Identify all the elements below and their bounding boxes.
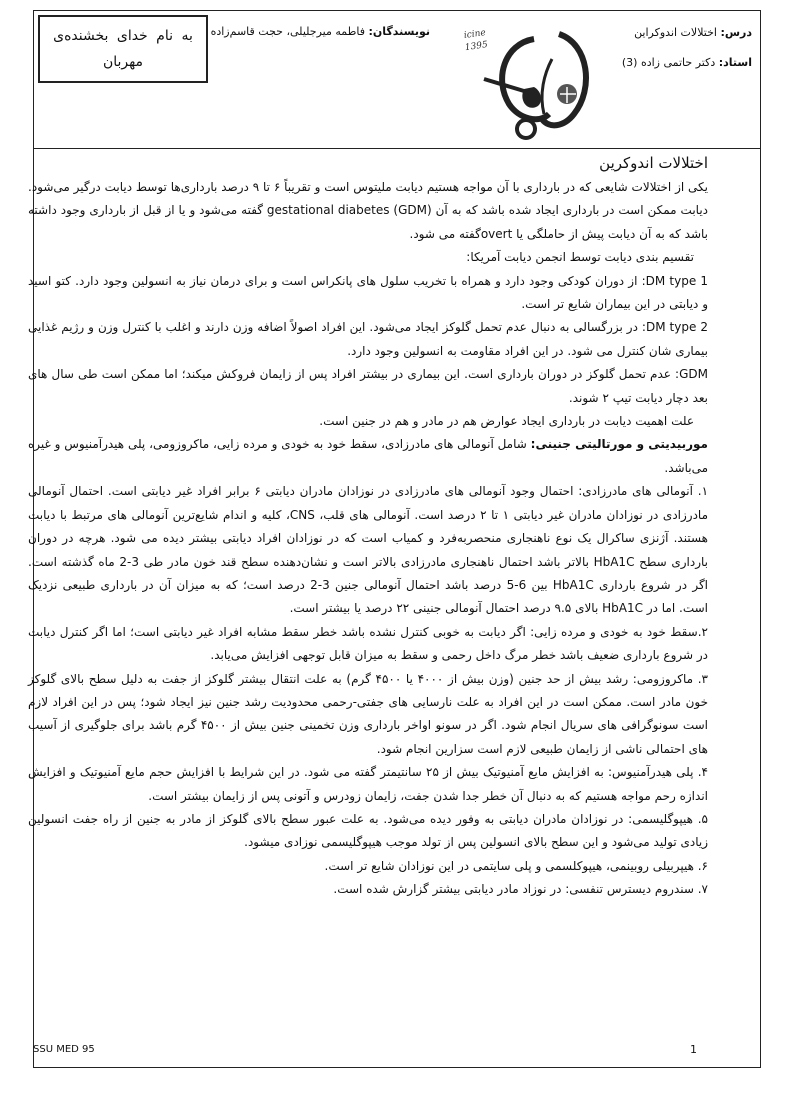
item1-text-e: بالای ۹.۵ درصد احتمال آنومالی جنینی ۲۲ درصد یا بیشتر است.	[289, 601, 603, 616]
item-5: ۵. هیپوگلیسمی: در نوزادان مادران دیابتی به وفور دیده می‌شود. به علت عبور سطح بالای گلوکز از مادر به جنین از راه جفت انسولین زیادی تولید می‌شود و این سطح بالای انسولین پس از تولد موجب هیپوگلیسمی نوزادی میشود.	[28, 811, 708, 850]
gdm-text: : عدم تحمل گلوکز در دوران بارداری است. این بیماری در بیشتر افراد پس از زایمان فروکش میکند؛ اما ممکن است طی سال های بعد دچار دیابت تیپ ۲ شوند.	[28, 367, 708, 405]
teacher-row	[602, 53, 752, 73]
intro-overt-term: overt	[480, 226, 513, 241]
dm1-text: : از دوران کودکی وجود دارد و همراه با تخریب سلول های پانکراس است و برای درمان نیاز به انسولین وجود دارد. کتو اسید و دیابتی در این بیماران شایع تر است.	[28, 273, 708, 312]
logo-text-1: medicine	[464, 28, 487, 44]
item1-text-a: ۱. آنومالی های مادرزادی: احتمال وجود آنومالی های مادرزادی در نوزادان مادران دیابتی ۶ برابر افراد غیر دیابتی است. احتمال آنومالی مادرزادی در نوزادان مادران غیر دیابتی ۱ تا ۲ درصد است. آنومالی های قلب،	[28, 484, 709, 522]
document-body	[28, 150, 708, 902]
footer-label: SSU MED 95	[33, 1044, 95, 1055]
item-3: ۳. ماکروزومی: رشد بیش از حد جنین (وزن بیش از ۴۰۰۰ یا ۴۵۰۰ گرم) به علت انتقال بیشتر گلوکز از جفت به دلیل سطح بالای گلوکز خون مادر است. ممکن است در این افراد به علت نارسایی های جفتی-رحمی محدودیت رشد جنین نیز ایجاد شود؛ پس در این افراد لازم است سونوگرافی های سریال انجام شود. اگر در سونو اواخر بارداری وزن تخمینی جنین بیش از ۴۵۰۰ گرم باشد برای جلوگیری از آسیب های احتمالی ناشی از زایمان طبیعی لازم است سزارین انجام شود.	[28, 671, 708, 756]
besmellah-box	[38, 15, 208, 83]
course-row	[602, 23, 752, 43]
authors	[170, 23, 430, 41]
item-6: ۶. هیپربیلی روبینمی، هیپوکلسمی و پلی سایتمی در این نوزادان شایع تر است.	[324, 858, 708, 873]
dm1-label: DM type 1	[645, 273, 708, 288]
course-value: اختلالات اندوکراین	[634, 26, 721, 39]
item-2: ۲.سقط خود به خودی و مرده زایی: اگر دیابت به خوبی کنترل نشده باشد خطر سقط مشابه افراد غیر دیابتی است؛ اما اگر کنترل دیابت در شروع بارداری ضعیف باشد خطر مرگ داخل رحمی و سقط به میزان قابل توجهی افزایش می‌یابد.	[28, 624, 708, 663]
classification-heading: تقسیم بندی دیابت توسط انجمن دیابت آمریکا:	[466, 250, 694, 265]
morbidity-label: موربیدیتی و مورتالیتی جنینی:	[530, 437, 708, 452]
stethoscope-logo-icon	[464, 19, 604, 145]
page-number: 1	[690, 1043, 697, 1056]
intro-english-term: gestational diabetes (GDM)	[266, 203, 432, 218]
morbidity-text: شامل آنومالی های مادرزادی، سقط خود به خودی و مرده زایی، ماکروزومی، پلی هیدرآمنیوس و غیره می‌باشد.	[28, 437, 708, 475]
importance-paragraph: علت اهمیت دیابت در بارداری ایجاد عوارض هم در مادر و هم در جنین است.	[319, 414, 694, 429]
item1-text-c: بالاتر باشد احتمال ناهنجاری مادرزادی بالاتر است و نشان‌دهنده سطح قند خون مادر طی 3-2 ماه گذشته است. اگر در شروع بارداری	[28, 554, 708, 592]
course-label: درس:	[720, 26, 752, 39]
intro-paragraph	[28, 176, 708, 246]
intro-text-2: گفته می‌شود و یا از قبل از بارداری وجود داشته باشد که به آن دیابت پیش از حاملگی یا	[28, 203, 708, 241]
gdm-label: GDM	[679, 367, 708, 382]
gdm-paragraph	[28, 363, 708, 410]
dm1-paragraph	[28, 270, 708, 317]
page-title: اختلالات اندوکرین	[599, 154, 708, 172]
dm2-paragraph	[28, 316, 708, 363]
item1-cns: CNS	[289, 507, 315, 522]
item-1	[28, 480, 708, 620]
intro-text-3: گفته می شود.	[409, 226, 481, 241]
authors-value: فاطمه میرجلیلی، حجت قاسم‌زاده	[210, 25, 369, 38]
teacher-label: استاد:	[718, 56, 752, 69]
intro-text-1: یکی از اختلالات شایعی که در بارداری با آن مواجه هستیم دیابت ملیتوس است و تقریباً ۶ تا ۹ درصد بارداری‌ها توسط دیابت درگیر می‌شود. دیابت ممکن است در بارداری ایجاد شده باشد که به آن	[28, 180, 709, 218]
item1-hba1c-1: HbA1C	[593, 554, 635, 569]
ssu-medicine-logo	[464, 19, 604, 145]
item1-hba1c-2: HbA1C	[552, 577, 594, 592]
dm2-text: : در بزرگسالی به دنبال عدم تحمل گلوکز ایجاد می‌شود. این افراد اصولاً اضافه وزن دارند و اغلب با کنترل وزن و رژیم غذایی بیماری شان کنترل می شود. در این افراد مقاومت به انسولین وجود دارد.	[28, 320, 708, 358]
item1-hba1c-3: HbA1C	[602, 601, 643, 616]
header	[34, 11, 760, 149]
item-7: ۷. سندروم دیسترس تنفسی: در نوزاد مادر دیابتی بیشتر گزارش شده است.	[333, 882, 708, 897]
item1-text-b: ، کلیه و اندام شایع‌ترین آنومالی های مرتبط با دیابت هستند. آژنزی ساکرال یک نوع ناهنجاری منحصربه‌فرد و کمیاب است که در نوزادان افراد دیابتی بیشتر دیده می شود. هرچه در دوران بارداری سطح	[28, 507, 709, 569]
besmellah-line-1: به نام خدای بخشنده‌ی	[53, 28, 193, 44]
course-info	[602, 23, 752, 83]
authors-label: نویسندگان:	[368, 25, 430, 38]
morbidity-paragraph	[28, 433, 708, 480]
item1-text-d: بین 6-5 درصد باشد احتمال آنومالی جنین 3-2 درصد است؛ که به میزان آن در بارداری طبیعی نزدیک است. اما در	[28, 577, 708, 616]
dm2-label: DM type 2	[645, 320, 708, 335]
logo-text-2: 1395	[464, 40, 489, 54]
item-4: ۴. پلی هیدرآمنیوس: به افزایش مایع آمنیوتیک بیش از ۲۵ سانتیمتر گفته می شود. در این شرایط با افزایش حجم مایع آمنیوتیک و افزایش اندازه رحم مواجه هستیم که به دنبال آن خطر جدا شدن جفت، زایمان زودرس و آتونی پس از زایمان بیشتر است.	[28, 765, 708, 803]
besmellah-line-2: مهربان	[102, 54, 144, 70]
teacher-value: دکتر حاتمی زاده (3)	[621, 56, 719, 69]
